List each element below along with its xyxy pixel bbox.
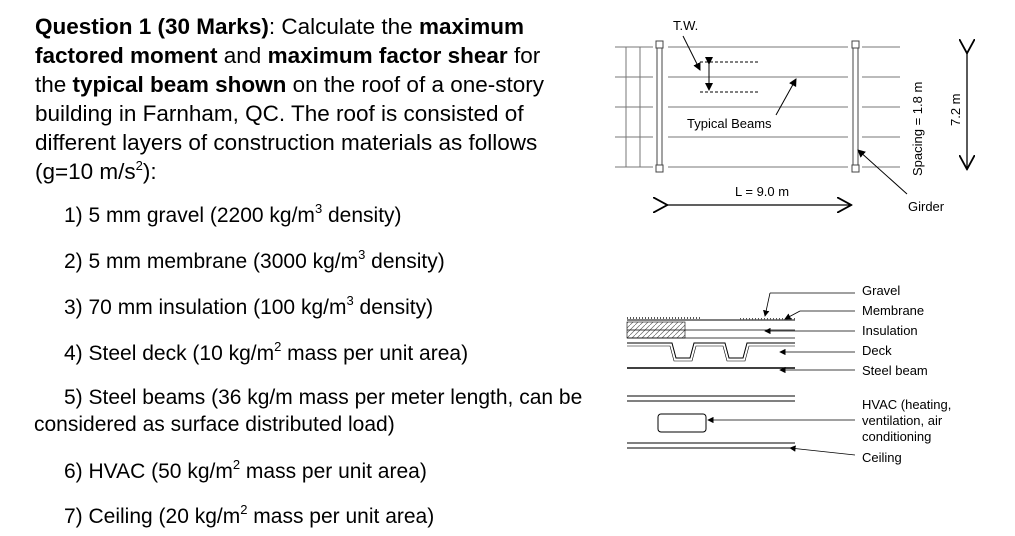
steel-beam-label: Steel beam	[862, 363, 928, 378]
deck-label: Deck	[862, 343, 892, 358]
list-item: 3) 70 mm insulation (100 $kg/m^3$ density)	[64, 293, 434, 319]
membrane-label: Membrane	[862, 303, 925, 318]
roof-section	[627, 318, 795, 448]
tw-label: T.W.	[673, 18, 699, 33]
section-leaders	[708, 293, 855, 455]
question-text: Question 1 (30 Marks): Calculate the maximum factored moment and maximum factor shear for the typical beam shown on the roof of a one-story building in Farnham, QC. The roof is consisted of different layers of construction materials as follows (g=10 $m/s^2$):	[35, 14, 544, 184]
hvac-label-1: HVAC (heating,	[862, 397, 952, 412]
gravel-label: Gravel	[862, 283, 901, 298]
list-item: 1) 5 mm gravel (2200 $kg/m^3$ density)	[64, 201, 402, 227]
ceiling-label: Ceiling	[862, 450, 902, 465]
typical-beams-label: Typical Beams	[687, 116, 772, 131]
girder-label: Girder	[908, 199, 945, 214]
spacing-label: Spacing = 1.8 m	[910, 81, 925, 176]
list-item: 2) 5 mm membrane (3000 $kg/m^3$ density)	[64, 247, 445, 273]
list-item: 7) Ceiling (20 $kg/m^2$ mass per unit area)	[64, 502, 435, 528]
roof-plan	[615, 47, 900, 167]
hvac-label-3: conditioning	[862, 429, 932, 444]
span-label: L = 9.0 m	[735, 184, 790, 199]
list-item: 4) Steel deck (10 $kg/m^2$ mass per unit area)	[64, 339, 469, 365]
list-item: 5) Steel beams (36 kg/m mass per meter length, can be considered as surface distributed load)	[34, 386, 583, 436]
list-item: 6) HVAC (50 $kg/m^2$ mass per unit area)	[64, 457, 427, 483]
insulation-label: Insulation	[862, 323, 918, 338]
hvac-label-2: ventilation, air	[862, 413, 943, 428]
question-title: Question 1 (30 Marks)	[35, 14, 269, 39]
width-label: 7.2 m	[948, 93, 963, 126]
